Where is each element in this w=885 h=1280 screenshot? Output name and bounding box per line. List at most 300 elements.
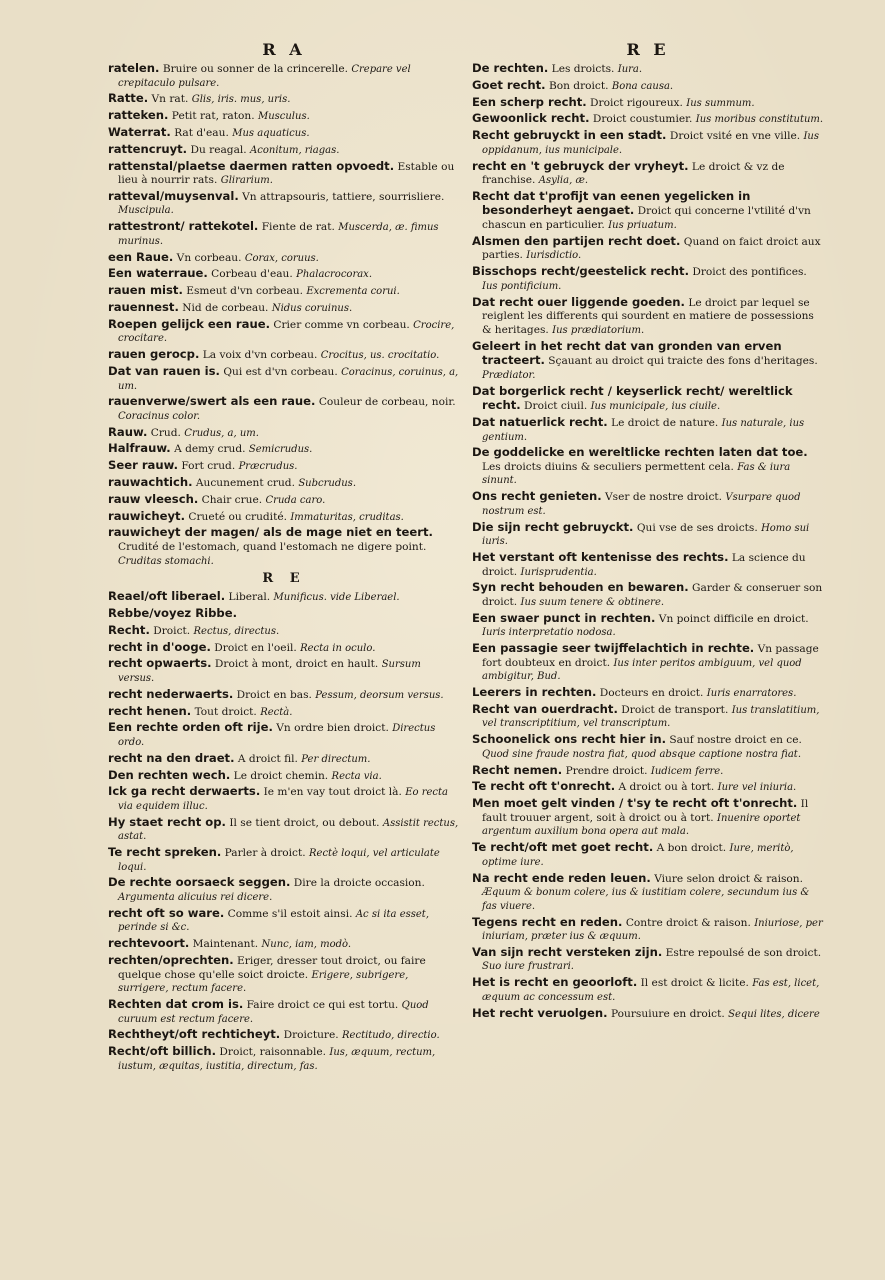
entry-french: Aucunement crud. — [195, 477, 295, 489]
entry-latin: Rectè loqui, vel articulate loqui. — [118, 848, 440, 873]
dictionary-entry — [108, 769, 460, 784]
right-entries — [472, 62, 824, 1021]
entry-latin: Nunc, iam, modò. — [261, 939, 352, 951]
entry-headword: Recht van ouerdracht. — [472, 701, 618, 716]
entry-french: Petit rat, raton. — [171, 110, 255, 123]
entry-latin: Quod sine fraude nostra fiat, quod absque captione nostra fiat. — [482, 748, 802, 760]
dictionary-entry — [108, 301, 460, 316]
dictionary-entry — [472, 764, 824, 779]
right-running-header: R E — [626, 40, 670, 59]
entry-latin: Crepare vel crepitaculo pulsare. — [118, 64, 411, 89]
entry-latin: Ius naturale, ius gentium. — [482, 417, 805, 443]
entry-headword: Den rechten wech. — [108, 767, 231, 782]
dictionary-entry — [472, 642, 824, 684]
entry-latin: Semicrudus. — [248, 444, 313, 456]
dictionary-entry — [108, 846, 460, 874]
entry-french: Droict ciuil. — [524, 400, 588, 413]
entry-latin: Per directum. — [301, 753, 371, 765]
entry-french: Contre droict & raison. — [625, 916, 751, 929]
dictionary-entry — [472, 340, 824, 383]
entry-french: Corbeau d'eau. — [211, 268, 293, 281]
entry-latin: Inuenire oportet argentum auxilium bona opera aut mala. — [482, 812, 801, 838]
entry-french: A droict ou à tort. — [618, 781, 715, 794]
dictionary-entry — [472, 916, 824, 944]
entry-headword: Bisschops recht/geestelick recht. — [472, 264, 689, 279]
entry-latin: Recta via. — [331, 770, 382, 782]
entry-headword: recht opwaerts. — [108, 656, 212, 671]
entry-headword: rauwachtich. — [108, 475, 193, 489]
entry-headword: Hy staet recht op. — [108, 814, 226, 829]
entry-french: Poursuiure en droict. — [610, 1007, 725, 1020]
entry-french: Droict à mont, droict en hault. — [214, 658, 379, 671]
entry-headword: ratelen. — [108, 61, 160, 75]
entry-headword: Het is recht en geoorloft. — [472, 975, 638, 990]
entry-latin: Corax, coruus. — [244, 252, 319, 264]
entry-latin: Rectà. — [260, 706, 293, 718]
dictionary-entry — [472, 235, 824, 263]
entry-headword: Ick ga recht derwaerts. — [108, 784, 261, 799]
dictionary-entry — [472, 129, 824, 157]
entry-latin: Vsurpare quod nostrum est. — [482, 492, 801, 517]
dictionary-entry — [472, 521, 824, 549]
entry-latin: Munificus. vide Liberael. — [273, 592, 400, 604]
entry-french: Droict en bas. — [236, 688, 312, 701]
entry-headword: Men moet gelt vinden / t'sy te recht oft t'onrecht. — [472, 796, 798, 811]
entry-headword: Seer rauw. — [108, 458, 178, 473]
left-entries-ra — [108, 62, 460, 568]
entry-headword: Tegens recht en reden. — [472, 914, 623, 929]
entry-latin: Suo iure frustrari. — [482, 961, 574, 973]
entry-latin: Crudus, a, um. — [184, 427, 259, 439]
entry-latin: Sequi lites, dicere — [728, 1008, 820, 1020]
entry-headword: Recht. — [108, 622, 150, 637]
entry-headword: Rauw. — [108, 424, 148, 439]
entry-latin: Pessum, deorsum versus. — [315, 689, 444, 701]
entry-french: Droict rigoureux. — [590, 96, 683, 109]
entry-latin: Glirarium. — [220, 175, 273, 187]
entry-latin: Nidus coruinus. — [271, 302, 353, 314]
entry-headword: Recht/oft billich. — [108, 1044, 217, 1059]
dictionary-entry — [108, 937, 460, 952]
entry-french: Vn passage fort doubteux en droict. — [482, 643, 819, 669]
dictionary-entry — [108, 607, 460, 622]
dictionary-entry — [108, 220, 460, 248]
entry-french: Droict en l'oeil. — [214, 641, 297, 654]
dictionary-entry — [472, 976, 824, 1004]
entry-latin: Aconitum, riagas. — [250, 144, 340, 156]
entry-french: Comme s'il estoit ainsi. — [227, 907, 353, 920]
entry-headword: Reael/oft liberael. — [108, 589, 226, 604]
entry-latin: Asylia, æ. — [538, 175, 589, 187]
entry-french: A bon droict. — [656, 842, 727, 855]
entry-french: Crier comme vn corbeau. — [273, 318, 410, 331]
entry-french: Dire la droicte occasion. — [293, 877, 425, 890]
entry-french: La science du droict. — [482, 552, 806, 578]
dictionary-entry — [472, 841, 824, 869]
entry-french: Vn corbeau. — [176, 251, 242, 264]
entry-latin: Glis, iris. mus, uris. — [191, 94, 291, 106]
entry-headword: Te recht/oft met goet recht. — [472, 840, 654, 855]
dictionary-entry — [472, 581, 824, 609]
entry-latin: Æquum & bonum colere, ius & iustitiam colere, secundum ius & fas viuere. — [482, 887, 810, 912]
dictionary-entry — [108, 459, 460, 474]
dictionary-entry — [108, 752, 460, 767]
entry-latin: Coracinus, coruinus, a, um. — [118, 366, 459, 392]
dictionary-entry — [472, 112, 824, 127]
entry-headword: Rechten dat crom is. — [108, 996, 244, 1011]
entry-latin: Iuris enarratores. — [706, 688, 797, 700]
entry-headword: rauwicheyt. — [108, 508, 185, 523]
entry-latin: Ius moribus constitutum. — [695, 114, 824, 126]
dictionary-entry — [472, 780, 824, 795]
entry-french: Vn attrapsouris, tattiere, sourrisliere. — [242, 190, 445, 203]
entry-french: Esmeut d'vn corbeau. — [186, 285, 303, 298]
entry-latin: Muscipula. — [118, 205, 174, 217]
entry-latin: Assistit rectus, astat. — [118, 817, 459, 843]
dictionary-entry — [108, 785, 460, 813]
dictionary-entry — [108, 109, 460, 124]
entry-headword: rauen gerocp. — [108, 347, 200, 362]
entry-french: Estre repoulsé de son droict. — [665, 946, 822, 959]
entry-headword: recht henen. — [108, 703, 192, 718]
entry-latin: Crocire, crocitare. — [118, 319, 455, 345]
entry-headword: rauen mist. — [108, 283, 183, 298]
entry-french: Estable ou lieu à nourrir rats. — [118, 160, 455, 187]
dictionary-entry — [472, 416, 824, 444]
entry-headword: Na recht ende reden leuen. — [472, 870, 651, 885]
dictionary-entry — [108, 318, 460, 346]
entry-french: Vn ordre bien droict. — [276, 722, 389, 735]
entry-french: Bon droict. — [548, 79, 609, 92]
dictionary-entry — [108, 721, 460, 749]
entry-latin: Directus ordo. — [118, 723, 436, 748]
entry-french: Liberal. — [228, 591, 271, 604]
dictionary-entry — [472, 612, 824, 640]
entry-french: Vn poinct difficile en droict. — [658, 612, 809, 625]
dictionary-entry — [472, 265, 824, 293]
dictionary-entry — [108, 442, 460, 457]
dictionary-entry — [108, 657, 460, 685]
entry-french: Les droicts diuins & seculiers permettent cela. — [482, 460, 734, 473]
entry-french: Droict des pontifices. — [692, 266, 807, 279]
entry-headword: Een waterraue. — [108, 266, 208, 281]
entry-french: Droict coustumier. — [592, 113, 693, 126]
entry-french: Sçauant au droict qui traicte des fons d'heritages. — [548, 355, 818, 368]
entry-latin: Rectus, directus. — [193, 625, 280, 637]
dictionary-entry — [472, 446, 824, 488]
dictionary-entry — [472, 62, 824, 77]
entry-latin: Iudicem ferre. — [650, 765, 724, 777]
entry-french: Couleur de corbeau, noir. — [318, 396, 456, 409]
entry-latin: Ac si ita esset, perinde si &c. — [118, 908, 429, 934]
entry-french: Droicture. — [283, 1029, 339, 1042]
entry-latin: Mus aquaticus. — [232, 127, 310, 139]
entry-french: Du reagal. — [190, 143, 247, 156]
entry-latin: Iure, meritò, optime iure. — [482, 843, 794, 868]
dictionary-entry — [472, 1007, 824, 1022]
dictionary-entry — [108, 160, 460, 188]
dictionary-entry — [472, 490, 824, 518]
entry-latin: Fas est, licet, æquum ac concessum est. — [482, 978, 820, 1003]
dictionary-entry — [472, 733, 824, 761]
dictionary-entry — [108, 876, 460, 904]
entry-headword: Recht nemen. — [472, 762, 563, 777]
left-column — [108, 38, 460, 1075]
entry-headword: Ratte. — [108, 91, 149, 106]
dictionary-entry — [108, 705, 460, 720]
entry-headword: een Raue. — [108, 249, 174, 264]
entry-latin: Ius summum. — [686, 97, 755, 109]
entry-latin: Prædiator. — [482, 369, 536, 381]
entry-latin: Crocitus, us. crocitatio. — [320, 350, 440, 362]
entry-french: La voix d'vn corbeau. — [202, 349, 318, 362]
entry-french: Droict, raisonnable. — [219, 1046, 326, 1059]
dictionary-entry — [472, 79, 824, 94]
dictionary-entry — [108, 62, 460, 90]
dictionary-entry — [472, 551, 824, 579]
entry-latin: Iuris interpretatio nodosa. — [482, 627, 616, 639]
entry-headword: Een swaer punct in rechten. — [472, 610, 656, 625]
entry-french: Sauf nostre droict en ce. — [669, 734, 802, 747]
entry-latin: Ius priuatum. — [608, 220, 677, 232]
dictionary-entry — [472, 385, 824, 414]
dictionary-entry — [108, 251, 460, 266]
entry-headword: Recht dat t'profijt van eenen yegelicken in besonderheyt aengaet. — [472, 188, 751, 218]
entry-headword: Leerers in rechten. — [472, 685, 597, 700]
entry-headword: Rebbe/voyez Ribbe. — [108, 606, 237, 621]
entry-headword: Waterrat. — [108, 124, 171, 139]
entry-french: Le droict par lequel se reiglent les differents qui sourdent en matiere de possessions & heritages. — [482, 296, 814, 336]
entry-latin: Subcrudus. — [298, 478, 356, 489]
dictionary-entry — [108, 143, 460, 158]
entry-french: Vser de nostre droict. — [605, 491, 723, 504]
entry-french: Il se tient droict, ou debout. — [229, 816, 380, 829]
dictionary-entry — [108, 267, 460, 282]
entry-french: Le droict & vz de franchise. — [482, 160, 785, 187]
entry-french: A droict fil. — [237, 752, 298, 765]
entry-headword: Van sijn recht versteken zijn. — [472, 944, 663, 959]
entry-headword: De rechten. — [472, 61, 549, 75]
entry-latin: Iurisdictio. — [526, 250, 582, 262]
dictionary-entry — [108, 954, 460, 996]
entry-latin: Argumenta alicuius rei dicere. — [118, 892, 273, 904]
entry-headword: Dat van rauen is. — [108, 363, 220, 378]
dictionary-entry — [108, 365, 460, 393]
entry-latin: Sursum versus. — [118, 659, 421, 685]
entry-headword: recht en 't gebruyck der vryheyt. — [472, 158, 689, 173]
entry-headword: ratteken. — [108, 108, 169, 123]
entry-latin: Excrementa corui. — [306, 286, 400, 298]
entry-latin: Iura. — [617, 64, 643, 75]
entry-latin: Ius municipale, ius ciuile. — [590, 401, 721, 413]
entry-latin: Cruda caro. — [265, 494, 326, 506]
entry-headword: Schoonelick ons recht hier in. — [472, 732, 667, 747]
entry-french: Chair crue. — [201, 493, 263, 506]
entry-french: Ie m'en vay tout droict là. — [263, 786, 402, 799]
entry-latin: Musculus. — [257, 111, 310, 123]
entry-headword: rauw vleesch. — [108, 491, 199, 506]
entry-headword: recht in d'ooge. — [108, 639, 211, 654]
entry-latin: Quod curuum est rectum facere. — [118, 999, 429, 1025]
entry-latin: Phalacrocorax. — [296, 269, 372, 281]
entry-latin: Fas & iura sinunt. — [482, 461, 791, 487]
dictionary-entry — [108, 816, 460, 844]
dictionary-entry — [472, 686, 824, 701]
entry-french: Nid de corbeau. — [182, 301, 269, 314]
entry-headword: Een rechte orden oft rije. — [108, 720, 273, 735]
entry-headword: Een passagie seer twijffelachtich in rechte. — [472, 641, 755, 656]
entry-french: Fiente de rat. — [261, 221, 335, 234]
left-entries-re — [108, 590, 460, 1073]
entry-headword: Het recht veruolgen. — [472, 1005, 608, 1020]
entry-french: Qui est d'vn corbeau. — [223, 365, 338, 378]
dictionary-entry — [108, 493, 460, 508]
entry-french: Le droict chemin. — [233, 769, 329, 782]
entry-headword: Ons recht genieten. — [472, 489, 602, 504]
entry-latin: Eo recta via equidem illuc. — [118, 787, 448, 812]
entry-french: Crueté ou crudité. — [188, 510, 287, 523]
entry-latin: Immaturitas, cruditas. — [290, 511, 404, 523]
entry-headword: ratteval/muysenval. — [108, 188, 239, 203]
entry-french: Les droicts. — [551, 63, 615, 75]
entry-french: Faire droict ce qui est tortu. — [246, 998, 399, 1011]
entry-headword: rauenverwe/swert als een raue. — [108, 394, 316, 409]
dictionary-entry — [108, 126, 460, 141]
entry-french: Droict. — [153, 624, 191, 637]
dictionary-entry — [108, 348, 460, 363]
entry-headword: Het verstant oft kentenisse des rechts. — [472, 550, 729, 564]
dictionary-entry — [472, 296, 824, 338]
entry-latin: Ius pontificium. — [482, 280, 562, 292]
entry-headword: Alsmen den partijen recht doet. — [472, 233, 681, 248]
entry-headword: rattestront/ rattekotel. — [108, 219, 259, 234]
dictionary-entry — [472, 946, 824, 974]
dictionary-entry — [108, 641, 460, 656]
entry-french: Quand on faict droict aux parties. — [482, 235, 821, 262]
dictionary-entry — [108, 284, 460, 299]
entry-french: Droict de transport. — [621, 703, 729, 716]
dictionary-entry — [108, 476, 460, 491]
dictionary-entry — [108, 907, 460, 935]
entry-french: Viure selon droict & raison. — [654, 872, 803, 885]
entry-french: Prendre droict. — [565, 764, 648, 777]
entry-latin: Cruditas stomachi. — [118, 555, 214, 567]
entry-latin: Iniuriose, per iniuriam, præter ius & æquum. — [482, 917, 823, 943]
entry-headword: rauennest. — [108, 299, 179, 314]
entry-french: Il fault trouuer argent, soit à droict ou à tort. — [482, 798, 809, 824]
entry-headword: rattencruyt. — [108, 141, 188, 156]
entry-headword: recht na den draet. — [108, 750, 235, 765]
dictionary-entry — [108, 590, 460, 605]
entry-headword: Dat borgerlick recht / keyserlick recht/ wereltlick recht. — [472, 383, 793, 413]
entry-french: Parler à droict. — [224, 847, 306, 860]
section-heading-re: R E — [262, 571, 306, 587]
entry-latin: Iurisprudentia. — [520, 566, 597, 578]
entry-latin: Bona causa. — [611, 80, 674, 92]
dictionary-entry — [472, 872, 824, 914]
entry-french: Droict qui concerne l'vtilité d'vn chascun en particulier. — [482, 205, 811, 232]
dictionary-entry — [108, 92, 460, 107]
entry-french: Docteurs en droict. — [599, 687, 704, 700]
left-running-header: R A — [262, 40, 306, 59]
entry-latin: Iure vel iniuria. — [717, 782, 797, 794]
entry-french: Droict vsité en vne ville. — [669, 130, 801, 143]
entry-latin: Coracinus color. — [118, 410, 201, 422]
entry-french: Crud. — [150, 426, 181, 439]
entry-headword: Te recht spreken. — [108, 845, 222, 860]
entry-latin: Recta in oculo. — [300, 642, 376, 654]
dictionary-entry — [472, 797, 824, 839]
entry-headword: recht oft so ware. — [108, 905, 225, 920]
entry-latin: Muscerda, æ. fimus murinus. — [118, 222, 439, 247]
dictionary-entry — [472, 190, 824, 233]
entry-french: A demy crud. — [174, 443, 246, 456]
dictionary-entry — [108, 624, 460, 639]
entry-latin: Ius, æquum, rectum, iustum, æquitas, iustitia, directum, fas. — [118, 1047, 436, 1072]
entry-french: Vn rat. — [151, 93, 189, 106]
entry-latin: Præcrudus. — [238, 461, 298, 473]
entry-french: Qui vse de ses droicts. — [636, 521, 758, 534]
entry-latin: Ius inter peritos ambiguum, vel quod ambigitur, Bud. — [482, 657, 802, 683]
entry-headword: Geleert in het recht dat van gronden van erven tracteert. — [472, 338, 782, 368]
entry-french: Rat d'eau. — [174, 126, 229, 139]
right-column — [472, 38, 824, 1023]
entry-headword: Die sijn recht gebruyckt. — [472, 519, 634, 534]
entry-headword: Halfrauw. — [108, 441, 171, 456]
dictionary-entry — [108, 510, 460, 525]
entry-headword: Roepen gelijck een raue. — [108, 316, 270, 331]
entry-headword: Rechtheyt/oft rechticheyt. — [108, 1027, 281, 1042]
entry-headword: rattenstal/plaetse daermen ratten opvoedt. — [108, 158, 395, 173]
entry-headword: Syn recht behouden en bewaren. — [472, 580, 689, 595]
entry-headword: Een scherp recht. — [472, 94, 587, 109]
entry-french: Eriger, dresser tout droict, ou faire quelque chose qu'elle soict droicte. — [118, 954, 426, 981]
entry-headword: Dat recht ouer liggende goeden. — [472, 294, 685, 309]
entry-latin: Ius suum tenere & obtinere. — [520, 596, 665, 608]
entry-headword: De goddelicke en wereltlicke rechten laten dat toe. — [472, 445, 808, 460]
entry-latin: Ius oppidanum, ius municipale. — [482, 131, 820, 156]
entry-headword: Gewoonlick recht. — [472, 111, 590, 126]
entry-headword: De rechte oorsaeck seggen. — [108, 875, 291, 890]
entry-french: Maintenant. — [192, 938, 259, 951]
dictionary-entry — [108, 395, 460, 423]
entry-french: Le droict de nature. — [611, 416, 719, 429]
entry-latin: Erigere, subrigere, surrigere, rectum facere. — [118, 969, 409, 995]
entry-headword: rauwicheyt der magen/ als de mage niet en teert. — [108, 525, 433, 540]
entry-french: Garder & conseruer son droict. — [482, 582, 823, 608]
dictionary-entry — [108, 688, 460, 703]
dictionary-entry — [108, 998, 460, 1026]
entry-headword: rechtevoort. — [108, 936, 190, 951]
entry-headword: Dat natuerlick recht. — [472, 414, 608, 429]
dictionary-entry — [472, 703, 824, 731]
dictionary-entry — [108, 190, 460, 218]
entry-french: Bruire ou sonner de la crincerelle. — [162, 63, 348, 75]
entry-headword: Recht gebruyckt in een stadt. — [472, 128, 667, 143]
entry-latin: Homo sui iuris. — [482, 522, 810, 548]
entry-french: Fort crud. — [181, 460, 236, 473]
dictionary-entry — [472, 160, 824, 188]
entry-latin: Rectitudo, directio. — [342, 1030, 440, 1042]
entry-french: Il est droict & licite. — [640, 977, 749, 990]
entry-headword: Goet recht. — [472, 77, 546, 92]
entry-headword: Te recht oft t'onrecht. — [472, 779, 616, 794]
entry-latin: Ius translatitium, vel transcriptitium, vel transcriptum. — [482, 704, 820, 730]
dictionary-entry — [108, 526, 460, 568]
entry-french: Tout droict. — [194, 705, 257, 718]
dictionary-entry — [108, 1028, 460, 1043]
dictionary-entry — [472, 96, 824, 111]
